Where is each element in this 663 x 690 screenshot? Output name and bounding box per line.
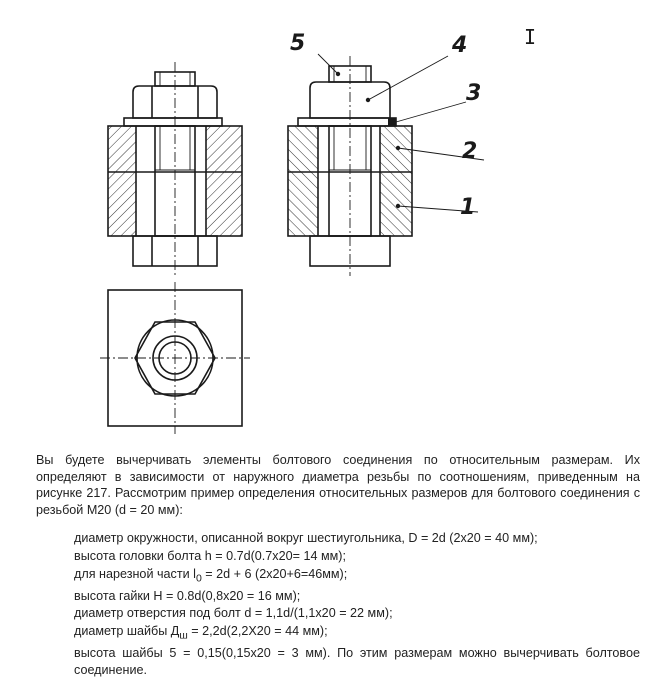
list-item: высота головки болта h = 0.7d(0.7х20= 14 мм); [74,548,346,563]
list-item: диаметр отверстия под болт d = 1,1d/(1,1х20 = 22 мм); [74,606,393,621]
item-post: = 2d + 6 (2х20+6=46мм); [201,566,348,581]
callout-label-4: 4 [452,33,468,58]
top-view [100,282,250,434]
callout-label-2: 2 [462,139,478,164]
list-item: высота шайбы 5 = 0,15(0,15х20 = 3 мм). По этим размерам можно вычерчивать болтовое соединение. [74,645,640,677]
right-front-view [288,31,484,276]
callout-label-3: 3 [466,81,482,106]
item-pre: диаметр шайбы Д [74,623,180,638]
formula-list [36,530,640,678]
list-item: диаметр окружности, описанной вокруг шестиугольника, D = 2d (2х20 = 40 мм); [74,531,538,546]
list-item: высота гайки H = 0.8d(0,8х20 = 16 мм); [74,588,301,603]
intro-paragraph: Вы будете вычерчивать элементы болтового соединения по относительным размерам. Их определяют в зависимости от наружного диаметра резьбы по соотношениям, приведенным на рисунке 217. Рассмотрим пример определения относительных размеров для болтового соединения с резьбой М20 (d = 20 мм): [36,453,640,517]
list-item [74,566,640,587]
item-post: = 2,2d(2,2Х20 = 44 мм); [187,623,328,638]
list-item [74,623,640,644]
text-cursor-icon: I [524,25,537,49]
item-pre: для нарезной части l [74,566,196,581]
callout-label-1: 1 [460,195,476,220]
left-front-view [108,62,242,276]
description-text [36,452,640,679]
item-sub: 0 [195,572,202,585]
item-sub: ш [179,629,188,642]
callout-label-5: 5 [290,31,306,56]
